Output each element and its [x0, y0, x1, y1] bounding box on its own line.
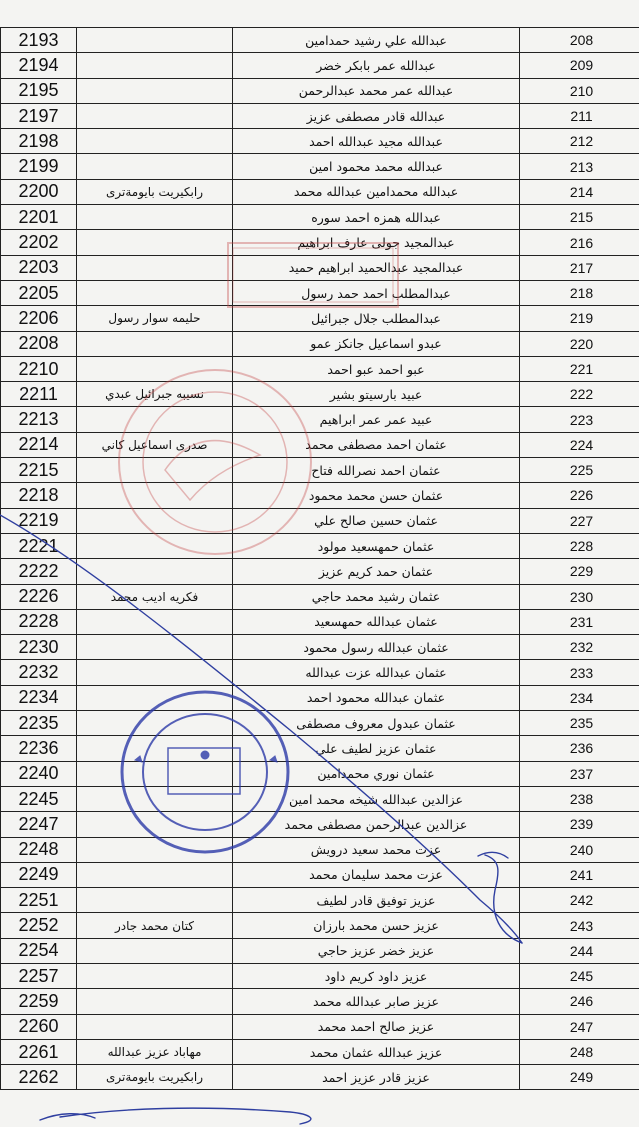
- bottom-pen-curve: [60, 1108, 311, 1124]
- table-row: [1, 432, 639, 457]
- code-cell: 2262: [1, 1065, 77, 1090]
- table-row: [1, 736, 639, 761]
- name-cell: عثمان احمد مصطفى محمد: [233, 432, 520, 457]
- row-number-cell: 239: [520, 812, 639, 837]
- code-cell: 2232: [1, 660, 77, 685]
- code-cell: 2260: [1, 1014, 77, 1039]
- code-cell: 2213: [1, 407, 77, 432]
- name-cell: عثمان رشيد محمد حاجي: [233, 584, 520, 609]
- code-cell: 2215: [1, 458, 77, 483]
- table-row: [1, 938, 639, 963]
- row-number-cell: 249: [520, 1065, 639, 1090]
- note-cell: [77, 53, 233, 78]
- table-row: [1, 584, 639, 609]
- code-cell: 2198: [1, 129, 77, 154]
- code-cell: 2193: [1, 28, 77, 53]
- code-cell: 2194: [1, 53, 77, 78]
- code-cell: 2208: [1, 331, 77, 356]
- note-cell: [77, 938, 233, 963]
- code-cell: 2218: [1, 483, 77, 508]
- note-cell: [77, 458, 233, 483]
- table-row: [1, 382, 639, 407]
- row-number-cell: 245: [520, 963, 639, 988]
- row-number-cell: 234: [520, 685, 639, 710]
- row-number-cell: 216: [520, 230, 639, 255]
- table-row: [1, 786, 639, 811]
- row-number-cell: 213: [520, 154, 639, 179]
- table-row: [1, 230, 639, 255]
- table-row: [1, 1014, 639, 1039]
- code-cell: 2249: [1, 862, 77, 887]
- name-cell: عزيز داود كريم داود: [233, 963, 520, 988]
- code-cell: 2226: [1, 584, 77, 609]
- row-number-cell: 218: [520, 280, 639, 305]
- row-number-cell: 230: [520, 584, 639, 609]
- table-row: [1, 205, 639, 230]
- note-cell: [77, 129, 233, 154]
- row-number-cell: 248: [520, 1039, 639, 1064]
- note-cell: [77, 609, 233, 634]
- note-cell: [77, 154, 233, 179]
- name-cell: عبدالله قادر مصطفى عزيز: [233, 103, 520, 128]
- name-cell: عثمان عبدالله حمهسعيد: [233, 609, 520, 634]
- code-cell: 2201: [1, 205, 77, 230]
- name-cell: عبو احمد عبو احمد: [233, 356, 520, 381]
- note-cell: صدرى اسماعيل كاني: [77, 432, 233, 457]
- row-number-cell: 219: [520, 306, 639, 331]
- code-cell: 2248: [1, 837, 77, 862]
- table-row: [1, 685, 639, 710]
- note-cell: [77, 862, 233, 887]
- row-number-cell: 221: [520, 356, 639, 381]
- row-number-cell: 208: [520, 28, 639, 53]
- code-cell: 2219: [1, 508, 77, 533]
- table-row: [1, 483, 639, 508]
- note-cell: [77, 786, 233, 811]
- row-number-cell: 243: [520, 913, 639, 938]
- row-number-cell: 242: [520, 888, 639, 913]
- row-number-cell: 228: [520, 533, 639, 558]
- name-cell: عزالدين عبدالله شيخه محمد امين: [233, 786, 520, 811]
- code-cell: 2236: [1, 736, 77, 761]
- code-cell: 2205: [1, 280, 77, 305]
- note-cell: [77, 837, 233, 862]
- name-cell: عزيز خضر عزيز حاجي: [233, 938, 520, 963]
- table-row: [1, 963, 639, 988]
- row-number-cell: 236: [520, 736, 639, 761]
- note-cell: [77, 685, 233, 710]
- row-number-cell: 235: [520, 711, 639, 736]
- code-cell: 2247: [1, 812, 77, 837]
- name-cell: عثمان عبدالله عزت عبدالله: [233, 660, 520, 685]
- note-cell: حليمه سوار رسول: [77, 306, 233, 331]
- table-row: [1, 1065, 639, 1090]
- name-cell: عثمان حمد كريم عزيز: [233, 559, 520, 584]
- row-number-cell: 226: [520, 483, 639, 508]
- table-row: [1, 635, 639, 660]
- code-cell: 2214: [1, 432, 77, 457]
- note-cell: [77, 888, 233, 913]
- name-cell: عزيز قادر عزيز احمد: [233, 1065, 520, 1090]
- note-cell: [77, 483, 233, 508]
- table-row: [1, 53, 639, 78]
- table-row: [1, 508, 639, 533]
- name-cell: عزت محمد سعيد درويش: [233, 837, 520, 862]
- row-number-cell: 247: [520, 1014, 639, 1039]
- code-cell: 2228: [1, 609, 77, 634]
- name-cell: عبدالله محمد محمود امين: [233, 154, 520, 179]
- table-row: [1, 711, 639, 736]
- row-number-cell: 215: [520, 205, 639, 230]
- row-number-cell: 210: [520, 78, 639, 103]
- name-cell: عزالدين عبدالرحمن مصطفى محمد: [233, 812, 520, 837]
- name-cell: عزيز توفيق قادر لطيف: [233, 888, 520, 913]
- note-cell: [77, 1014, 233, 1039]
- note-cell: [77, 660, 233, 685]
- name-cell: عثمان عبدالله رسول محمود: [233, 635, 520, 660]
- name-cell: عثمان حسن محمد محمود: [233, 483, 520, 508]
- note-cell: [77, 230, 233, 255]
- note-cell: كتان محمد جادر: [77, 913, 233, 938]
- code-cell: 2200: [1, 179, 77, 204]
- row-number-cell: 232: [520, 635, 639, 660]
- code-cell: 2240: [1, 761, 77, 786]
- name-cell: عبيد عمر عمر ابراهيم: [233, 407, 520, 432]
- table-row: [1, 533, 639, 558]
- table-row: [1, 331, 639, 356]
- table-row: [1, 255, 639, 280]
- row-number-cell: 241: [520, 862, 639, 887]
- table-row: [1, 78, 639, 103]
- name-cell: عثمان نوري محمدامين: [233, 761, 520, 786]
- row-number-cell: 229: [520, 559, 639, 584]
- name-cell: عثمان احمد نصرالله فتاح: [233, 458, 520, 483]
- code-cell: 2206: [1, 306, 77, 331]
- note-cell: [77, 78, 233, 103]
- note-cell: [77, 280, 233, 305]
- name-cell: عبدالله همزه احمد سوره: [233, 205, 520, 230]
- note-cell: [77, 812, 233, 837]
- code-cell: 2230: [1, 635, 77, 660]
- name-cell: عبدالله عمر بابكر خضر: [233, 53, 520, 78]
- row-number-cell: 209: [520, 53, 639, 78]
- code-cell: 2197: [1, 103, 77, 128]
- table-row: [1, 913, 639, 938]
- name-cell: عبدالله مجيد عبدالله احمد: [233, 129, 520, 154]
- code-cell: 2245: [1, 786, 77, 811]
- note-cell: [77, 559, 233, 584]
- name-cell: عبدالمجيد جولى عارف ابراهيم: [233, 230, 520, 255]
- table-row: [1, 609, 639, 634]
- name-cell: عزيز صابر عبدالله محمد: [233, 989, 520, 1014]
- code-cell: 2257: [1, 963, 77, 988]
- code-cell: 2251: [1, 888, 77, 913]
- code-cell: 2254: [1, 938, 77, 963]
- names-table: [0, 27, 639, 1090]
- note-cell: مهاباد عزيز عبدالله: [77, 1039, 233, 1064]
- name-cell: عثمان عبدول معروف مصطفى: [233, 711, 520, 736]
- name-cell: عثمان حمهسعيد مولود: [233, 533, 520, 558]
- name-cell: عبيد بارسيتو بشير: [233, 382, 520, 407]
- table-row: [1, 103, 639, 128]
- note-cell: [77, 963, 233, 988]
- code-cell: 2221: [1, 533, 77, 558]
- row-number-cell: 224: [520, 432, 639, 457]
- table-row: [1, 458, 639, 483]
- row-number-cell: 211: [520, 103, 639, 128]
- table-row: [1, 280, 639, 305]
- table-row: [1, 888, 639, 913]
- name-cell: عثمان عبدالله محمود احمد: [233, 685, 520, 710]
- note-cell: [77, 761, 233, 786]
- table-row: [1, 179, 639, 204]
- note-cell: [77, 533, 233, 558]
- note-cell: رابكيريت بايومةترى: [77, 1065, 233, 1090]
- row-number-cell: 222: [520, 382, 639, 407]
- code-cell: 2252: [1, 913, 77, 938]
- name-cell: عبدالله علي رشيد حمدامين: [233, 28, 520, 53]
- name-cell: عزيز حسن محمد بارزان: [233, 913, 520, 938]
- note-cell: فكريه اديب محمد: [77, 584, 233, 609]
- row-number-cell: 223: [520, 407, 639, 432]
- small-pen-mark: [40, 1114, 95, 1120]
- note-cell: [77, 508, 233, 533]
- note-cell: [77, 635, 233, 660]
- name-cell: عزيز صالح احمد محمد: [233, 1014, 520, 1039]
- note-cell: [77, 331, 233, 356]
- row-number-cell: 227: [520, 508, 639, 533]
- code-cell: 2235: [1, 711, 77, 736]
- name-cell: عبدالمجيد عبدالحميد ابراهيم حميد: [233, 255, 520, 280]
- row-number-cell: 240: [520, 837, 639, 862]
- code-cell: 2210: [1, 356, 77, 381]
- code-cell: 2234: [1, 685, 77, 710]
- note-cell: [77, 736, 233, 761]
- row-number-cell: 214: [520, 179, 639, 204]
- table-body: [1, 28, 639, 1090]
- row-number-cell: 238: [520, 786, 639, 811]
- row-number-cell: 237: [520, 761, 639, 786]
- code-cell: 2202: [1, 230, 77, 255]
- code-cell: 2195: [1, 78, 77, 103]
- table-row: [1, 812, 639, 837]
- table-row: [1, 356, 639, 381]
- note-cell: [77, 103, 233, 128]
- row-number-cell: 212: [520, 129, 639, 154]
- row-number-cell: 231: [520, 609, 639, 634]
- note-cell: [77, 407, 233, 432]
- name-cell: عبدالله عمر محمد عبدالرحمن: [233, 78, 520, 103]
- row-number-cell: 246: [520, 989, 639, 1014]
- table-row: [1, 660, 639, 685]
- table-row: [1, 559, 639, 584]
- name-cell: عثمان عزيز لطيف علي: [233, 736, 520, 761]
- table-row: [1, 1039, 639, 1064]
- note-cell: رابكيريت بايومةترى: [77, 179, 233, 204]
- name-cell: عبدالمطلب جلال جبرائيل: [233, 306, 520, 331]
- note-cell: [77, 711, 233, 736]
- note-cell: [77, 205, 233, 230]
- name-cell: عبدالمطلب احمد حمد رسول: [233, 280, 520, 305]
- row-number-cell: 217: [520, 255, 639, 280]
- note-cell: [77, 989, 233, 1014]
- note-cell: [77, 28, 233, 53]
- table-row: [1, 761, 639, 786]
- table-row: [1, 306, 639, 331]
- row-number-cell: 220: [520, 331, 639, 356]
- table-row: [1, 154, 639, 179]
- name-cell: عثمان حسين صالح علي: [233, 508, 520, 533]
- table-row: [1, 837, 639, 862]
- name-cell: عزيز عبدالله عثمان محمد: [233, 1039, 520, 1064]
- code-cell: 2211: [1, 382, 77, 407]
- name-cell: عزت محمد سليمان محمد: [233, 862, 520, 887]
- table-row: [1, 129, 639, 154]
- table-row: [1, 862, 639, 887]
- table-row: [1, 989, 639, 1014]
- table-row: [1, 28, 639, 53]
- name-cell: عبدالله محمدامين عبدالله محمد: [233, 179, 520, 204]
- code-cell: 2261: [1, 1039, 77, 1064]
- note-cell: نسيبه جبرائيل عبدي: [77, 382, 233, 407]
- code-cell: 2222: [1, 559, 77, 584]
- row-number-cell: 244: [520, 938, 639, 963]
- row-number-cell: 233: [520, 660, 639, 685]
- note-cell: [77, 255, 233, 280]
- code-cell: 2259: [1, 989, 77, 1014]
- table-row: [1, 407, 639, 432]
- code-cell: 2203: [1, 255, 77, 280]
- code-cell: 2199: [1, 154, 77, 179]
- note-cell: [77, 356, 233, 381]
- row-number-cell: 225: [520, 458, 639, 483]
- name-cell: عبدو اسماعيل جانكز عمو: [233, 331, 520, 356]
